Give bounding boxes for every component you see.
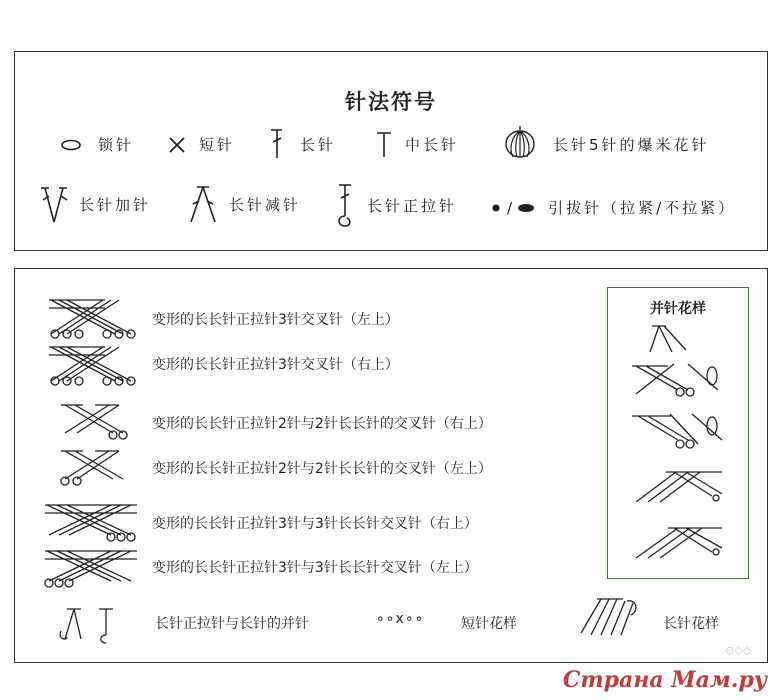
legend-label: 长针加针 (79, 195, 152, 214)
panel-chart-1 (646, 324, 706, 354)
pattern-box (14, 268, 768, 663)
cross-chart-5 (41, 501, 141, 543)
legend-item-half-double (375, 130, 459, 158)
pattern-label: 变形的长长针正拉针3针与3针长长针交叉针（左上） (152, 560, 478, 576)
panel-chart-3 (628, 410, 728, 452)
legend-label: 长针5针的爆米花针 (553, 135, 710, 154)
pattern-label: 变形的长长针正拉针2针与2针长长针的交叉针（左上） (152, 461, 492, 477)
legend-item-front-post (335, 182, 457, 228)
stitch-legend (14, 51, 768, 251)
watermark (563, 667, 767, 693)
legend-item-increase (39, 184, 151, 224)
legend-item-chain (60, 134, 134, 155)
pattern-label: 变形的长长针正拉针3针与3针长长针交叉针（右上） (152, 516, 478, 532)
single-stitch-symbols: ∘∘x∘∘ (376, 611, 425, 627)
watermark-logo: ⊙◇◇ (725, 644, 752, 657)
bottom-label-a: 长针正拉针与长针的并针 (155, 616, 309, 632)
watermark-text: Страна Мам (562, 667, 731, 693)
separator: / (507, 198, 513, 217)
panel-chart-2 (628, 360, 728, 400)
cross-chart-1 (45, 294, 145, 342)
legend-item-single (167, 134, 235, 155)
slip-stitch-loose-icon (516, 201, 536, 215)
cross-chart-4 (55, 447, 135, 487)
cross-chart-6 (41, 547, 141, 589)
legend-item-popcorn (501, 124, 710, 164)
legend-item-double (268, 128, 336, 160)
bottom-label-b: 短针花样 (461, 616, 517, 632)
legend-title: 针法符号 (345, 90, 437, 114)
bottom-label-c: 长针花样 (663, 616, 719, 632)
front-post-icon (335, 182, 355, 228)
panel-chart-4 (626, 468, 730, 510)
increase-icon (39, 184, 69, 224)
watermark-suffix: .ру (730, 667, 767, 693)
panel-title: 并针花样 (650, 301, 706, 317)
legend-label: 短针 (199, 136, 236, 154)
cross-chart-3 (55, 401, 135, 441)
decrease-combo-chart (59, 605, 129, 645)
decrease-icon (187, 184, 219, 224)
decrease-pattern-panel (607, 287, 749, 579)
half-double-crochet-icon (375, 130, 393, 158)
pattern-label: 变形的长长针正拉针3针交叉针（左上） (152, 312, 399, 328)
legend-label: 中长针 (405, 135, 460, 154)
double-crochet-icon (268, 128, 286, 160)
pattern-label: 变形的长长针正拉针2针与2针长长针的交叉针（右上） (152, 416, 492, 432)
panel-chart-5 (622, 524, 730, 566)
cross-chart-2 (45, 341, 145, 389)
slip-stitch-icon (489, 201, 503, 215)
oval-icon (60, 138, 82, 152)
legend-label: 锁针 (98, 136, 135, 154)
legend-item-decrease (187, 184, 301, 224)
pattern-label: 变形的长长针正拉针3针交叉针（右上） (152, 357, 399, 373)
double-pattern-chart (577, 595, 647, 639)
popcorn-icon (501, 124, 539, 164)
x-icon (167, 136, 187, 154)
legend-label: 长针 (300, 135, 337, 154)
legend-item-slip (489, 197, 736, 218)
legend-label: 引拔针（拉紧/不拉紧） (548, 199, 737, 217)
legend-label: 长针正拉针 (367, 196, 458, 215)
legend-label: 长针减针 (229, 195, 302, 214)
